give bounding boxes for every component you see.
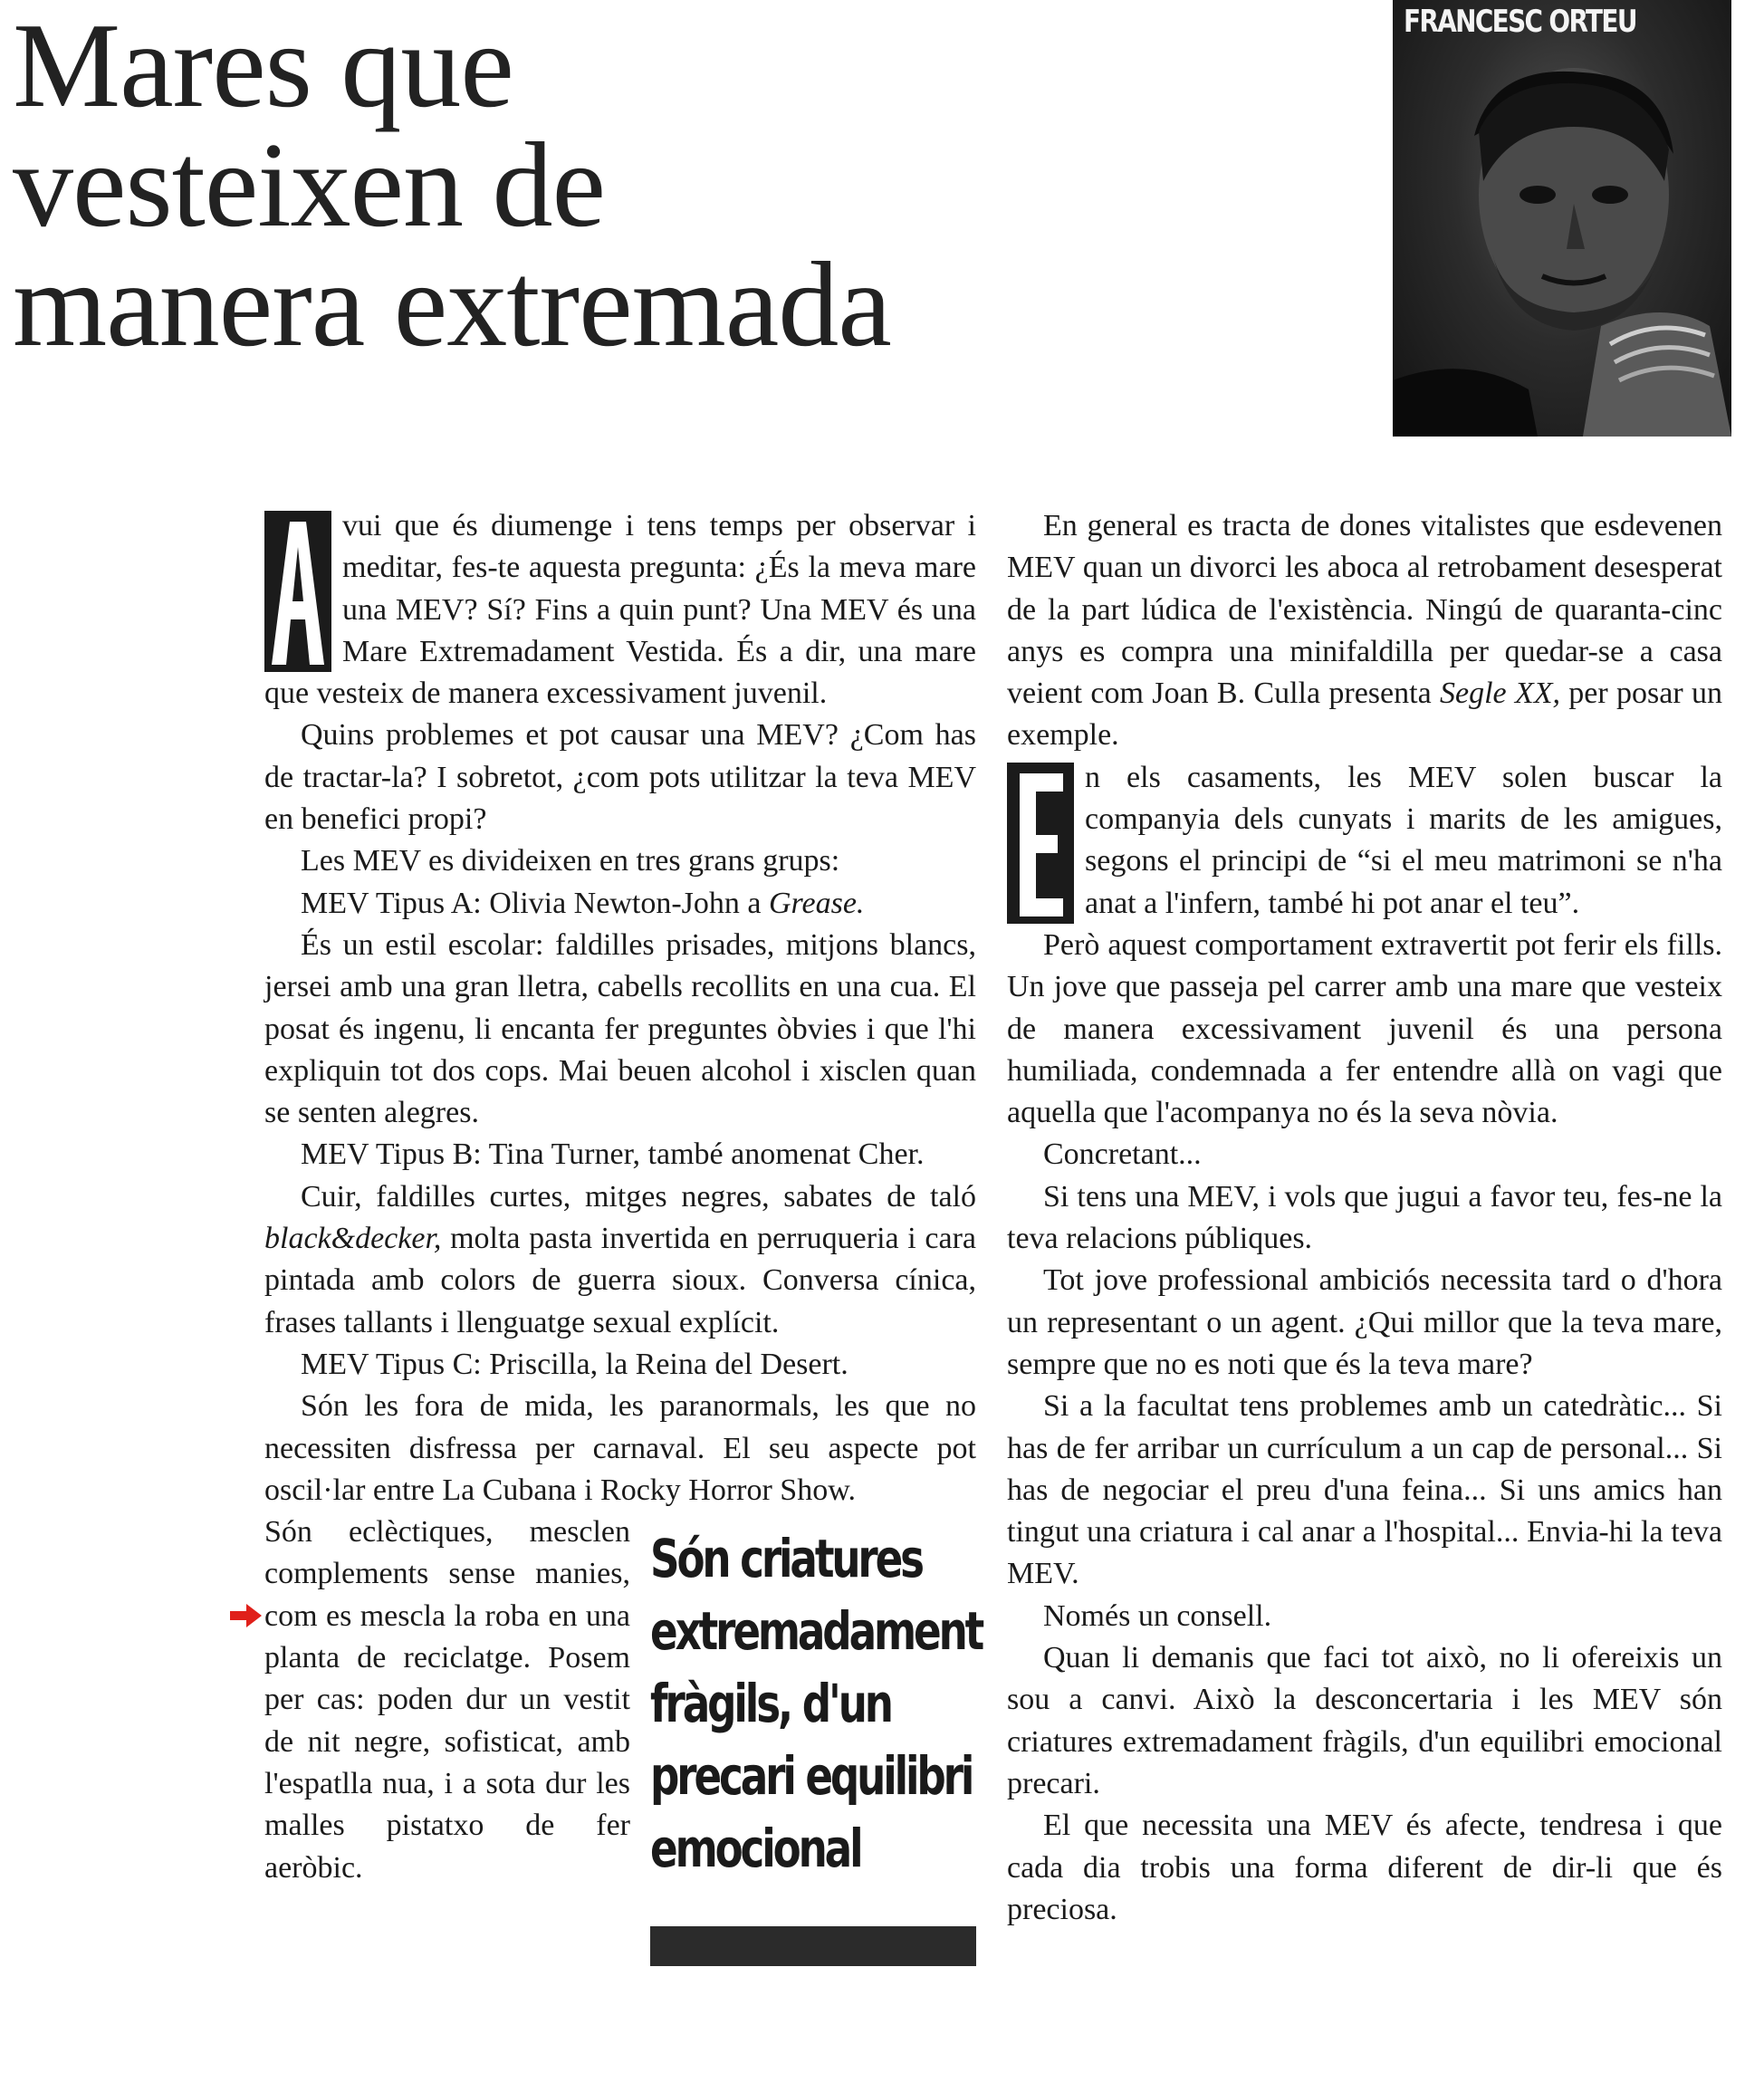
paragraph: El que necessita una MEV és afecte, tendresa i que cada dia trobis una forma diferent de dir-li que és preciosa. <box>1007 1809 1722 1926</box>
subheading-type-b: MEV Tipus B: Tina Turner, també anomenat Cher. <box>301 1137 925 1172</box>
portrait-illustration <box>1393 0 1731 437</box>
paragraph: Cuir, faldilles curtes, mitges negres, sabates de taló black&decker, molta pasta invertida en perruqueria i cara pintada amb colors de guerra sioux. Conversa cínica, frases tallants i llenguatge sexual explícit. <box>264 1179 976 1339</box>
paragraph: Són les fora de mida, les paranormals, les que no necessiten disfressa per carnaval. El seu aspecte pot oscil·lar entre La Cubana i Rocky Horror Show. <box>264 1389 976 1507</box>
paragraph: Quan li demanis que faci tot això, no li ofereixis un sou a canvi. Això la desconcertaria i les MEV són criatures extremadament fràgils, d'un equilibri emocional precari. <box>1007 1641 1722 1800</box>
headline-line-3: manera extremada <box>13 237 891 371</box>
pull-quote <box>650 1522 983 1926</box>
pull-quote-text: Són criatures extremadament fràgils, d'un precari equilibri emocional <box>650 1528 983 1880</box>
paragraph: Les MEV es divideixen en tres grans grups: <box>301 844 840 878</box>
paragraph: Però aquest comportament extravertit pot ferir els fills. Un jove que passeja pel carrer amb una mare que vesteix de manera excessivament juvenil és una persona humiliada, condemnada a fer entendre allà on vagi que aquella que l'acompanya no és la seva nòvia. <box>1007 927 1722 1130</box>
photo-credit: FRANCESC ORTEU <box>1404 4 1636 40</box>
paragraph: vui que és diumenge i tens temps per observar i meditar, fes-te aquesta pregunta: ¿És la meva mare una MEV? Sí? Fins a quin punt? Una MEV és una Mare Extremadament Vestida. És a dir, una mare que vesteix de manera excessivament juvenil. <box>264 509 976 711</box>
paragraph: En general es tracta de dones vitalistes que esdevenen MEV quan un divorci les aboca al retrobament desesperat de la part lúdica de l'existència. Ningú de quaranta-cinc anys es compra una minifaldilla per quedar-se a casa veient com Joan B. Culla presenta Segle XX, per posar un exemple. <box>1007 509 1723 753</box>
drop-cap-a <box>264 511 331 672</box>
paragraph: És un estil escolar: faldilles prisades, mitjons blancs, jersei amb una gran lletra, cabells recollits en una cua. El posat és ingenu, li encanta fer preguntes òbvies i que l'hi expliquin tot dos cops. Mai beuen alcohol i xisclen quan se senten alegres. <box>264 927 976 1130</box>
author-photo <box>1393 0 1731 437</box>
paragraph: Si a la facultat tens problemes amb un catedràtic... Si has de fer arribar un currículum a un cap de personal... Si has de negociar el preu d'una feina... Si uns amics han tingut una criatura i cal anar a l'hospital... Envia-hi la teva MEV. <box>1007 1389 1722 1591</box>
drop-cap-e <box>1007 763 1074 924</box>
article-column-right <box>1007 505 1722 1931</box>
red-arrow-icon <box>230 1603 263 1628</box>
headline-line-1: Mares que <box>13 0 513 132</box>
article-column-left <box>264 505 983 1926</box>
paragraph: Tot jove professional ambiciós necessita tard o d'hora un representant o un agent. ¿Qui millor que la teva mare, sempre que no es noti que és la teva mare? <box>1007 1263 1722 1381</box>
subheading-type-a: MEV Tipus A: Olivia Newton-John a Grease. <box>301 886 865 920</box>
paragraph: Només un consell. <box>1043 1598 1272 1633</box>
headline-line-2: vesteixen de <box>13 118 606 252</box>
headline <box>13 0 991 371</box>
last-paragraph-wrap <box>264 1511 983 1889</box>
paragraph: Concretant... <box>1043 1137 1202 1172</box>
paragraph: Si tens una MEV, i vols que jugui a favor teu, fes-ne la teva relacions públiques. <box>1007 1179 1722 1256</box>
paragraph: n els casaments, les MEV solen buscar la companyia dels cunyats i marits de les amigues, segons el principi de “si el meu matrimoni se n'ha anat a l'infern, també hi pot anar el teu”. <box>1007 757 1722 925</box>
paragraph: Quins problemes et pot causar una MEV? ¿Com has de tractar-la? I sobretot, ¿com pots utilitzar la teva MEV en benefici propi? <box>264 718 976 837</box>
paragraph: Són eclèctiques, mesclen complements sense manies, com es mescla la roba en una planta de reciclatge. Posem per cas: poden dur un vestit de nit negre, sofisticat, amb l'espatlla nua, i a sota dur les malles pistatxo de fer aeròbic. <box>264 1515 630 1885</box>
pull-quote-bar <box>650 1926 976 1966</box>
subheading-type-c: MEV Tipus C: Priscilla, la Reina del Desert. <box>301 1347 848 1381</box>
